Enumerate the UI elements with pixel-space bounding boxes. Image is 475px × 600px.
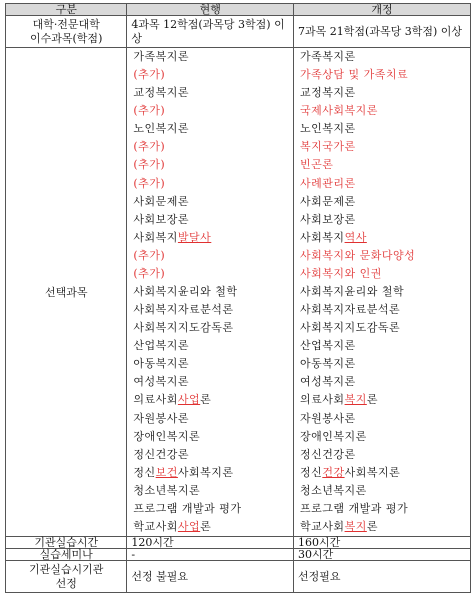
course-item [129,229,293,247]
course-item [129,428,293,446]
course-item [296,428,470,446]
course-text: 사회보장론 [300,212,356,226]
course-text: 사회복지지도감독론 [300,321,401,335]
course-item [296,247,470,265]
curriculum-comparison-table [5,3,471,593]
course-text: 아동복지론 [300,357,356,371]
course-text: 사회복지윤리와 철학 [133,285,238,299]
course-text: 가족복지론 [133,50,190,63]
course-item [129,84,293,102]
course-text: 정신건강론 [133,447,190,461]
course-item [129,319,293,337]
practice-hours-row [6,537,471,549]
course-item [129,156,293,174]
course-text: 의료사회 [300,393,345,407]
seminar-label: 실습세미나 [6,549,127,561]
course-item [129,355,293,373]
header-category: 구분 [6,4,127,16]
course-item [296,229,470,247]
course-item [296,265,470,283]
course-item [296,48,470,66]
course-text: 론 [366,520,378,534]
course-text: (추가) [133,266,166,280]
practice-hours-label: 기관실습시간 [6,537,127,549]
course-item [296,301,470,319]
course-item [129,391,293,409]
course-text: 자원봉사론 [300,411,356,425]
course-text: 보건 [155,465,178,479]
course-item [129,66,293,84]
course-text: 프로그램 개발과 평가 [300,501,409,515]
course-text: 학교사회 [133,520,178,534]
course-item [129,373,293,391]
institution-selection-row [6,561,471,593]
revised-course-list [294,48,471,537]
course-item [296,175,470,193]
course-text: 복지 [344,520,367,534]
course-text: 사회복지지도감독론 [133,321,234,335]
header-revised: 개정 [294,4,471,16]
course-item [129,337,293,355]
course-item [129,410,293,428]
course-text: (추가) [133,140,166,154]
course-text: 산업복지론 [300,339,356,353]
course-item [296,84,470,102]
course-text: 사회복지와 인권 [300,266,382,280]
course-text: 장애인복지론 [300,429,367,443]
course-item [296,120,470,138]
course-text: 사회문제론 [133,194,190,208]
course-item [129,464,293,482]
course-text: 청소년복지론 [300,483,367,497]
course-text: 여성복지론 [300,375,356,389]
header-current: 현행 [127,4,294,16]
course-text: 복지 [344,393,367,407]
required-credits-revised: 7과목 21학점(과목당 3학점) 이상 [294,16,471,48]
course-text: 론 [366,393,378,407]
course-item [296,102,470,120]
course-item [129,283,293,301]
course-text: 론 [200,520,212,534]
course-text: 가족상담 및 가족치료 [300,68,409,82]
course-item [129,500,293,518]
course-item [129,48,293,66]
course-text: 아동복지론 [133,357,190,371]
seminar-row [6,549,471,561]
course-text: (추가) [133,68,166,82]
course-text: (추가) [133,176,166,190]
course-text: 사회복지론 [344,465,401,479]
required-credits-label: 대학·전문대학 이수과목(학점) [6,16,127,48]
course-item [296,337,470,355]
course-text: 사회보장론 [133,212,190,226]
course-item [296,391,470,409]
elective-courses-row [6,48,471,537]
course-item [296,283,470,301]
institution-selection-label: 기관실습시기관 선정 [6,561,127,593]
practice-hours-revised: 160시간 [294,537,471,549]
course-text: 사례관리론 [300,176,356,190]
course-item [129,265,293,283]
course-text: 사회복지론 [177,465,234,479]
course-text: 사회복지 [133,230,178,244]
course-text: 노인복지론 [300,122,356,136]
course-item [296,193,470,211]
course-text: 사회복지자료분석론 [133,303,234,317]
course-item [296,464,470,482]
course-item [296,373,470,391]
course-text: 사회복지자료분석론 [300,303,401,317]
course-text: 발달사 [177,230,212,244]
course-text: (추가) [133,248,166,262]
course-text: 자원봉사론 [133,411,190,425]
course-text: 교정복지론 [300,86,356,100]
elective-label: 선택과목 [6,48,127,537]
course-text: 사업 [177,520,201,534]
course-item [129,247,293,265]
course-item [129,446,293,464]
course-item [296,355,470,373]
required-credits-current: 4과목 12학점(과목당 3학점) 이상 [127,16,294,48]
course-text: 정신건강론 [300,447,356,461]
course-text: 사업 [177,393,201,407]
course-text: 사회문제론 [300,194,356,208]
course-text: 사회복지와 문화다양성 [300,248,416,262]
header-row [6,4,471,16]
institution-selection-revised: 선정필요 [294,561,471,593]
course-text: (추가) [133,104,166,118]
course-text: 복지국가론 [300,140,356,154]
course-text: (추가) [133,158,166,172]
course-text: 교정복지론 [133,86,190,100]
course-item [129,518,293,536]
required-credits-row [6,16,471,48]
course-item [296,482,470,500]
course-item [296,518,470,536]
course-item [129,175,293,193]
course-text: 정신 [133,465,156,479]
seminar-current: - [127,549,294,561]
course-text: 노인복지론 [133,122,190,136]
course-text: 정신 [300,465,323,479]
course-item [129,211,293,229]
course-text: 역사 [344,230,367,244]
course-item [129,193,293,211]
course-item [296,66,470,84]
course-text: 산업복지론 [133,339,190,353]
course-text: 의료사회 [133,393,178,407]
course-item [129,138,293,156]
course-text: 국제사회복지론 [300,104,378,118]
course-item [296,410,470,428]
course-item [296,156,470,174]
course-text: 청소년복지론 [133,483,201,497]
current-course-list [127,48,294,537]
course-item [296,500,470,518]
course-item [296,319,470,337]
course-item [129,301,293,319]
course-text: 학교사회 [300,520,345,534]
course-text: 사회복지 [300,230,345,244]
institution-selection-current: 선정 불필요 [127,561,294,593]
course-item [129,482,293,500]
course-text: 건강 [322,465,345,479]
course-item [129,102,293,120]
course-item [129,120,293,138]
course-text: 가족복지론 [300,50,356,63]
course-item [296,138,470,156]
course-text: 여성복지론 [133,375,190,389]
course-text: 론 [200,393,212,407]
course-text: 장애인복지론 [133,429,201,443]
practice-hours-current: 120시간 [127,537,294,549]
course-text: 프로그램 개발과 평가 [133,501,242,515]
seminar-revised: 30시간 [294,549,471,561]
course-text: 사회복지윤리와 철학 [300,285,405,299]
course-text: 빈곤론 [300,158,334,172]
course-item [296,211,470,229]
course-item [296,446,470,464]
